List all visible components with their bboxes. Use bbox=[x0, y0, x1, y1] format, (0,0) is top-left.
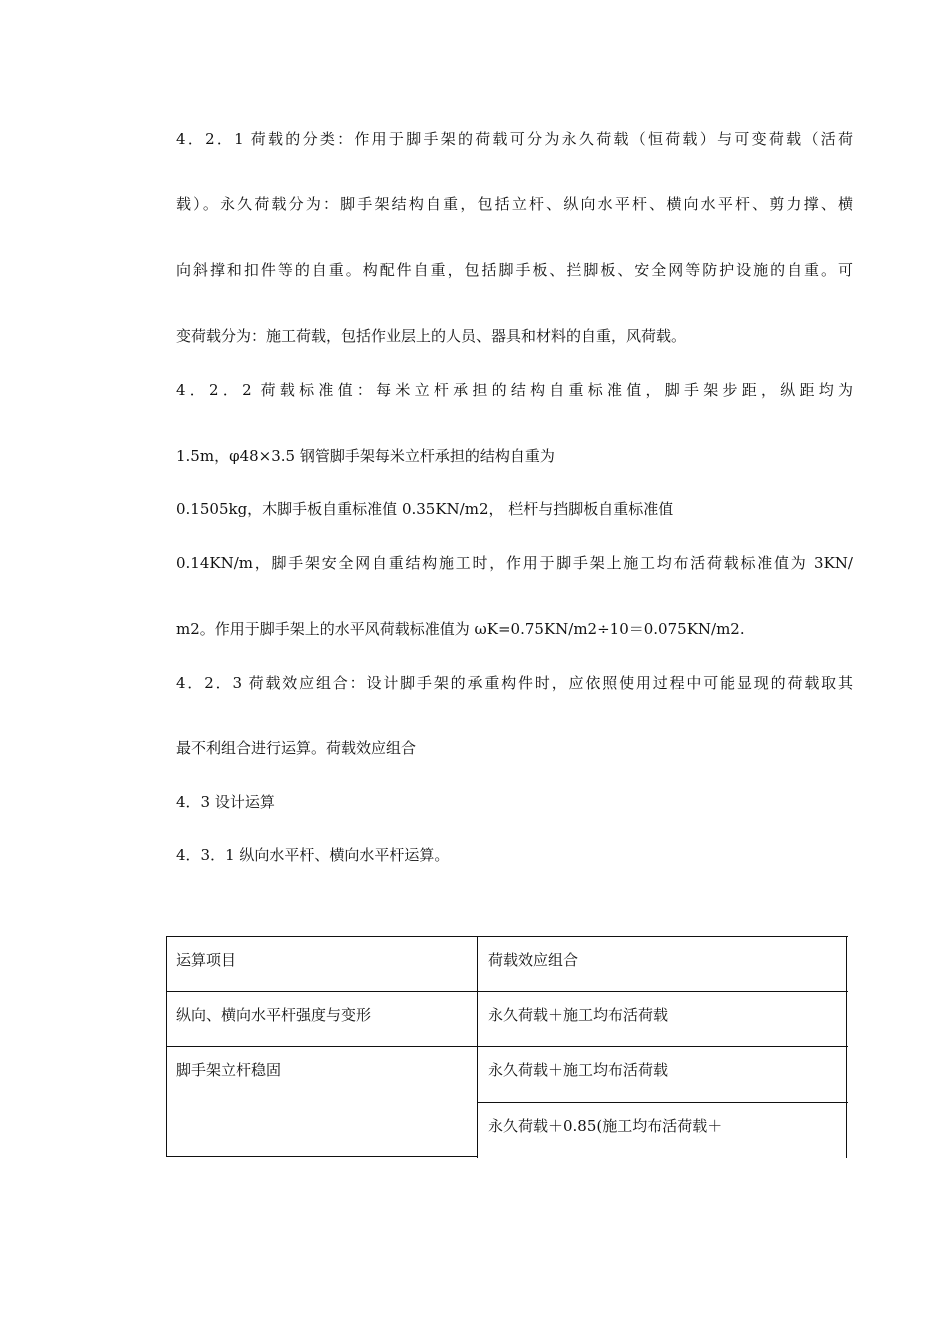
table-cell-combination: 永久荷载＋施工均布活荷载 bbox=[488, 1006, 669, 1024]
table-cell-combination: 永久荷载＋0.85(施工均布活荷载＋ bbox=[488, 1117, 723, 1135]
table-cell-item: 纵向、横向水平杆强度与变形 bbox=[176, 1006, 372, 1024]
paragraph-line: 变荷载分为：施工荷载，包括作业层上的人员、器具和材料的自重，风荷载。 bbox=[176, 327, 687, 345]
paragraph-line: 4．2．3 荷载效应组合：设计脚手架的承重构件时，应依照使用过程中可能显现的荷载取其 bbox=[176, 674, 853, 692]
paragraph-line: 4．2．2 荷载标准值：每米立杆承担的结构自重标准值，脚手架步距，纵距均为 bbox=[176, 381, 853, 399]
subsection-heading: 4．3．1 纵向水平杆、横向水平杆运算。 bbox=[176, 846, 450, 864]
section-heading: 4．3 设计运算 bbox=[176, 793, 275, 811]
load-combination-table bbox=[166, 936, 848, 1158]
paragraph-line: 1.5m，φ48×3.5 钢管脚手架每米立杆承担的结构自重为 bbox=[176, 447, 555, 465]
table-border-bottom bbox=[166, 1156, 478, 1157]
paragraph-line: m2。作用于脚手架上的水平风荷载标准值为 ωK=0.75KN/m2÷10＝0.075KN/m2. bbox=[176, 620, 745, 638]
table-header-item: 运算项目 bbox=[176, 951, 237, 969]
paragraph-line: 最不利组合进行运算。荷载效应组合 bbox=[176, 739, 417, 757]
paragraph-line: 0.14KN/m，脚手架安全网自重结构施工时，作用于脚手架上施工均布活荷载标准值为 3KN/ bbox=[176, 554, 853, 572]
paragraph-line: 向斜撑和扣件等的自重。构配件自重，包括脚手板、拦脚板、安全网等防护设施的自重。可 bbox=[176, 261, 853, 279]
table-cell-combination: 永久荷载＋施工均布活荷载 bbox=[488, 1061, 669, 1079]
paragraph-line: 4．2．1 荷载的分类：作用于脚手架的荷载可分为永久荷载（恒荷载）与可变荷载（活荷 bbox=[176, 130, 853, 148]
paragraph-line: 0.1505kg，木脚手板自重标准值 0.35KN/m2， 栏杆与挡脚板自重标准值 bbox=[176, 500, 674, 518]
table-header-combination: 荷载效应组合 bbox=[488, 951, 579, 969]
table-cell-item: 脚手架立杆稳固 bbox=[176, 1061, 282, 1079]
paragraph-line: 载）。永久荷载分为：脚手架结构自重，包括立杆、纵向水平杆、横向水平杆、剪力撑、横 bbox=[176, 195, 853, 213]
